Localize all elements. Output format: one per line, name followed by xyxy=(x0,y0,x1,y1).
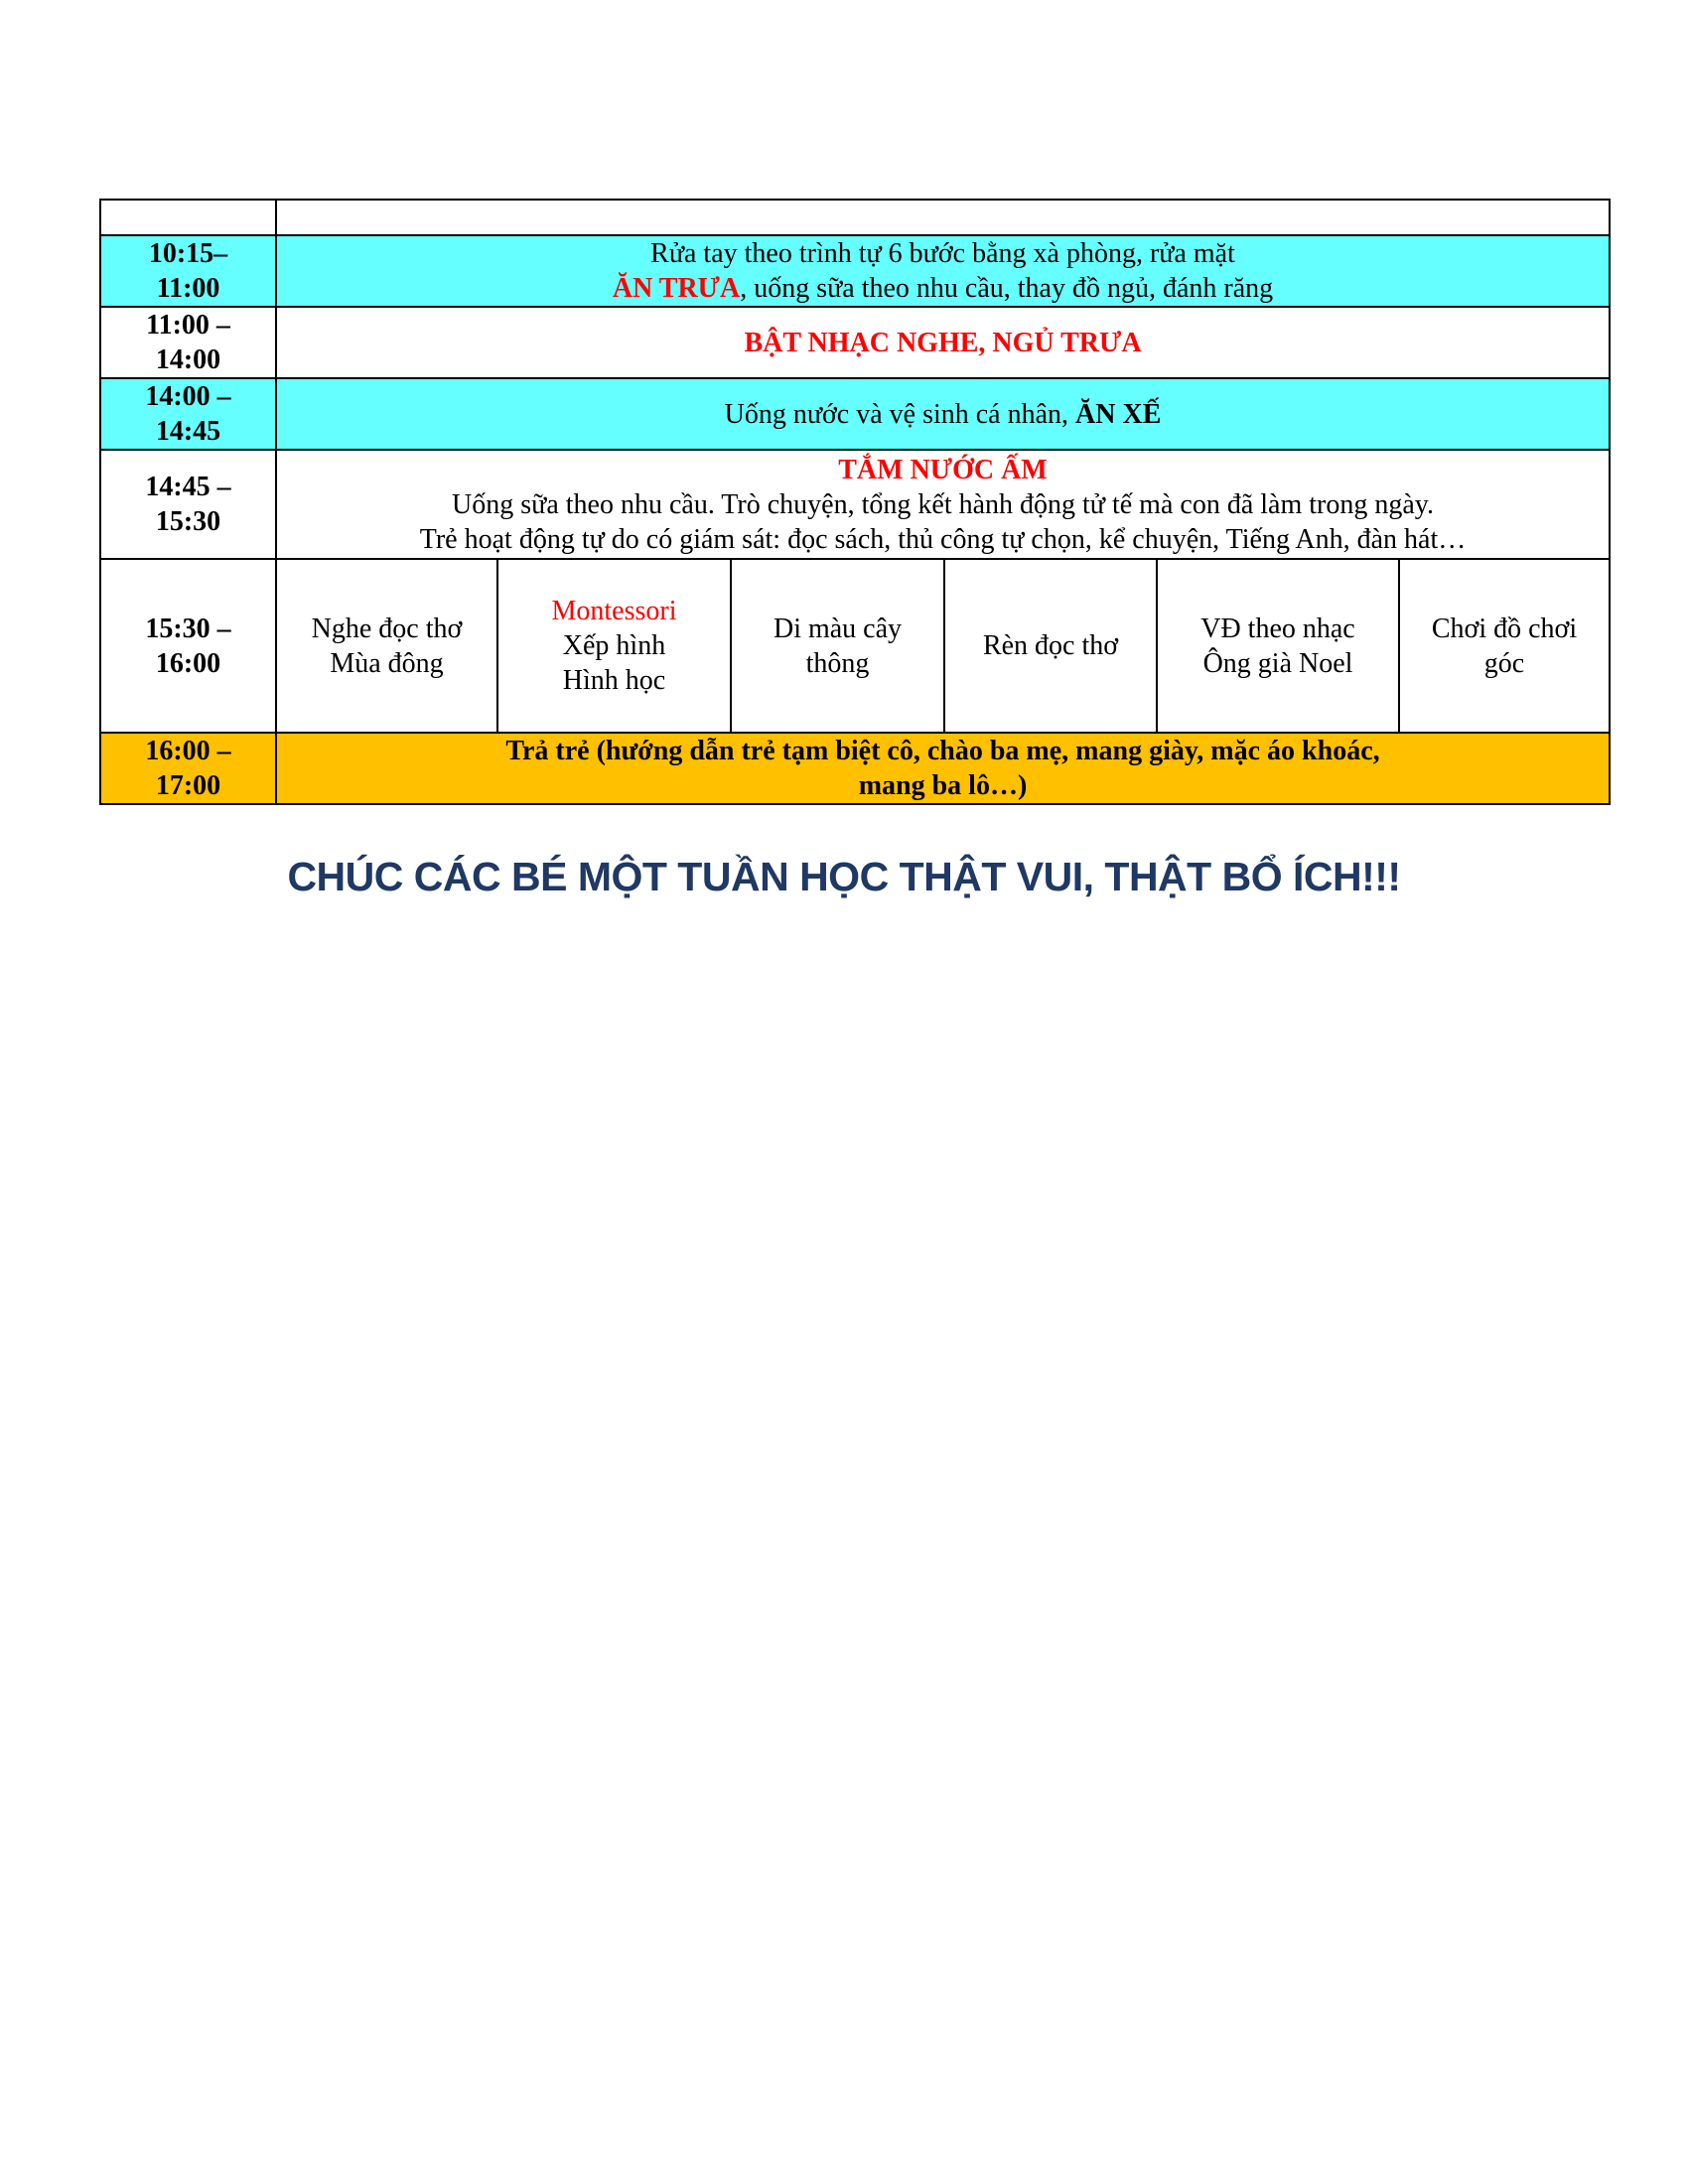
text-segment: Rửa tay theo trình tự 6 bước bằng xà phòng, rửa mặt xyxy=(650,238,1235,269)
text-segment: VĐ theo nhạc xyxy=(1200,613,1355,644)
row-14-45-time: 14:45 – 15:30 xyxy=(100,450,276,559)
text-segment: thông xyxy=(805,647,870,679)
row-14-00-time: 14:00 – 14:45 xyxy=(100,378,276,450)
text-segment: Nghe đọc thơ xyxy=(311,613,463,644)
text-segment: Mùa đông xyxy=(330,647,444,679)
row-empty xyxy=(100,200,1610,235)
row-empty-content xyxy=(276,200,1610,235)
row-11-00-content xyxy=(276,307,1610,378)
text-segment: BẬT NHẠC NGHE, NGỦ TRƯA xyxy=(744,327,1142,358)
row-10-15 xyxy=(100,235,1610,307)
row-15-30-activity-4 xyxy=(1157,559,1399,733)
text-segment: ĂN TRƯA xyxy=(612,273,741,304)
text-segment: Xếp hình xyxy=(562,630,666,661)
closing-wish-text: CHÚC CÁC BÉ MỘT TUẦN HỌC THẬT VUI, THẬT BỔ ÍCH!!! xyxy=(287,854,1401,899)
text-segment: Uống sữa theo nhu cầu. Trò chuyện, tổng kết hành động tử tế mà con đã làm trong ngày. xyxy=(452,488,1434,520)
text-segment: Rèn đọc thơ xyxy=(982,630,1119,661)
text-segment: mang ba lô…) xyxy=(858,770,1028,801)
text-segment: Trả trẻ (hướng dẫn trẻ tạm biệt cô, chào ba mẹ, mang giày, mặc áo khoác, xyxy=(505,736,1380,766)
schedule-table xyxy=(99,199,1611,805)
text-segment: Trẻ hoạt động tự do có giám sát: đọc sách, thủ công tự chọn, kể chuyện, Tiếng Anh, đàn hát… xyxy=(419,523,1467,555)
row-14-00 xyxy=(100,378,1610,450)
row-15-30-activity-5 xyxy=(1399,559,1610,733)
text-segment: Ông già Noel xyxy=(1202,647,1353,679)
text-segment: TẮM NƯỚC ẤM xyxy=(838,454,1048,485)
row-14-45-content xyxy=(276,450,1610,559)
text-segment: Uống nước và vệ sinh cá nhân, xyxy=(724,398,1076,430)
row-15-30-activity-1 xyxy=(497,559,731,733)
row-14-45 xyxy=(100,450,1610,559)
row-10-15-content xyxy=(276,235,1610,307)
row-16-00-time: 16:00 – 17:00 xyxy=(100,733,276,804)
text-segment: , uống sữa theo nhu cầu, thay đồ ngủ, đánh răng xyxy=(740,273,1274,304)
text-segment: Chơi đồ chơi xyxy=(1431,613,1578,644)
row-11-00-time: 11:00 – 14:00 xyxy=(100,307,276,378)
row-11-00 xyxy=(100,307,1610,378)
row-15-30-activity-3 xyxy=(944,559,1157,733)
row-16-00-content xyxy=(276,733,1610,804)
row-15-30-activity-0 xyxy=(276,559,497,733)
text-segment: góc xyxy=(1483,647,1525,679)
row-15-30-activity-2 xyxy=(731,559,944,733)
text-segment: Hình học xyxy=(562,665,666,696)
row-empty-time xyxy=(100,200,276,235)
row-15-30 xyxy=(100,559,1610,733)
row-15-30-time: 15:30 – 16:00 xyxy=(100,559,276,733)
row-16-00 xyxy=(100,733,1610,804)
text-segment: Di màu cây xyxy=(773,613,903,644)
row-14-00-content xyxy=(276,378,1610,450)
text-segment: ĂN XẾ xyxy=(1075,398,1162,430)
text-segment: Montessori xyxy=(551,596,677,626)
row-10-15-time: 10:15– 11:00 xyxy=(100,235,276,307)
